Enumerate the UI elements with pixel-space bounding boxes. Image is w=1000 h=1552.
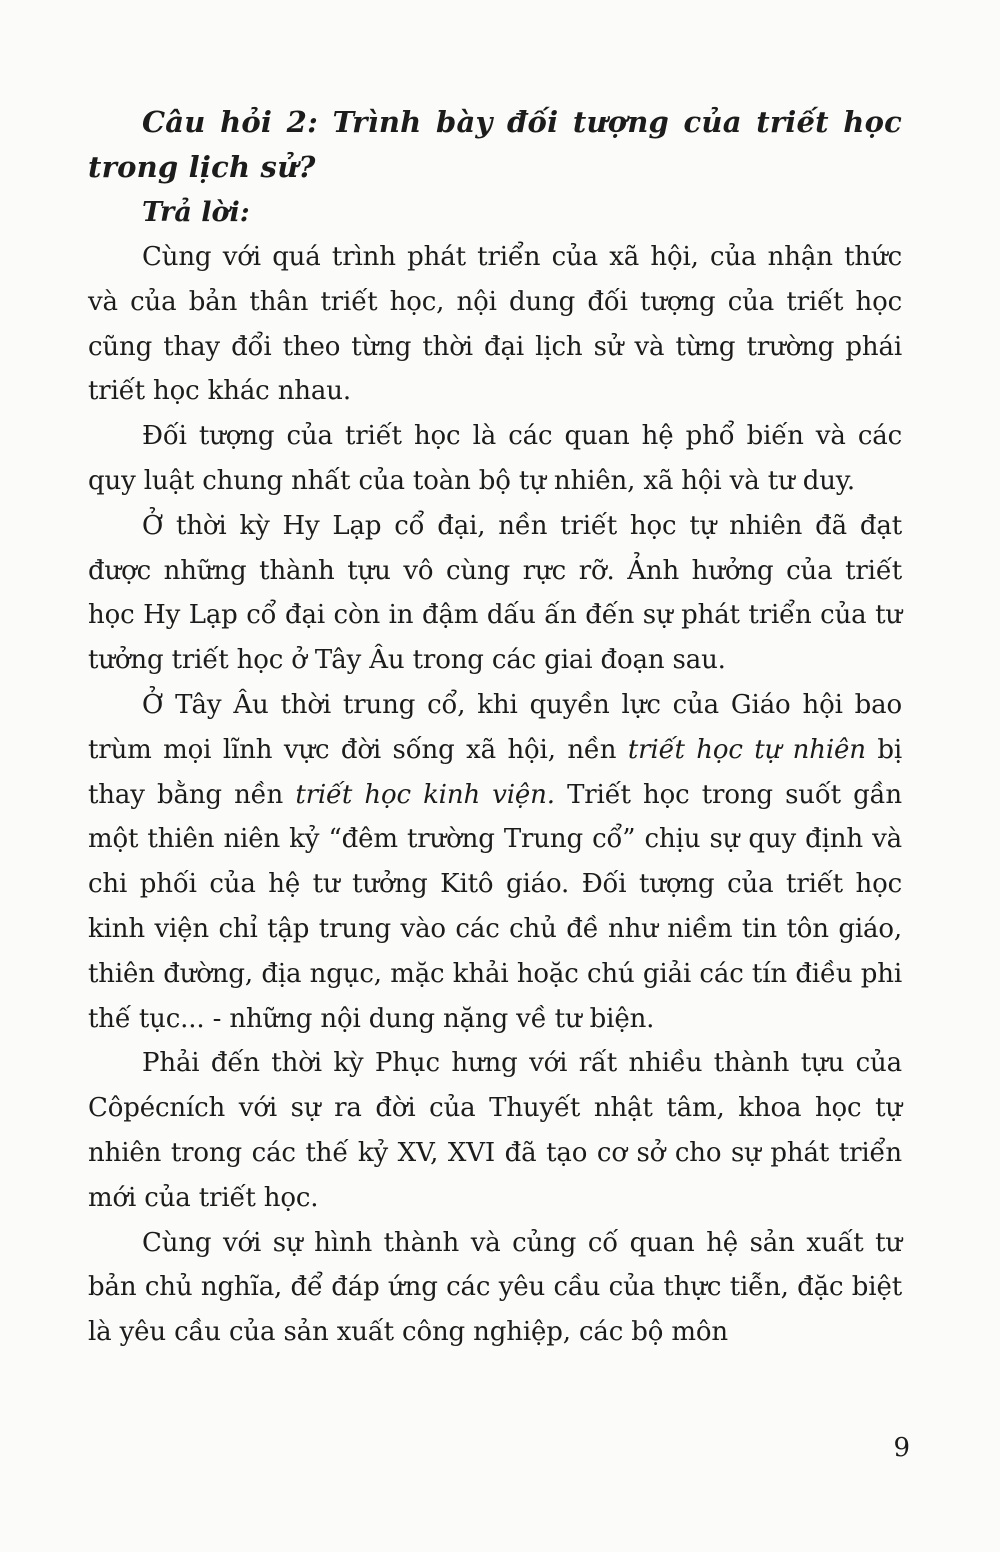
paragraph-4-emphasis-natural-philosophy: triết học tự nhiên: [627, 734, 866, 765]
paragraph-3: Ở thời kỳ Hy Lạp cổ đại, nền triết học tự nhiên đã đạt được những thành tựu vô cùng rực rỡ. Ảnh hưởng của triết học Hy Lạp cổ đại còn in đậm dấu ấn đến sự phát triển của tư tưởng triết học ở Tây Âu trong các giai đoạn sau.: [88, 510, 902, 676]
paragraph-4-text-b: bị thay bằng nền: [88, 734, 902, 810]
paragraph-6: Cùng với sự hình thành và củng cố quan hệ sản xuất tư bản chủ nghĩa, để đáp ứng các yêu cầu của thực tiễn, đặc biệt là yêu cầu của sản xuất công nghiệp, các bộ môn: [88, 1227, 902, 1348]
paragraph-1: Cùng với quá trình phát triển của xã hội, của nhận thức và của bản thân triết học, nội dung đối tượng của triết học cũng thay đổi theo từng thời đại lịch sử và từng trường phái triết học khác nhau.: [88, 242, 902, 407]
page-number: 9: [893, 1433, 910, 1463]
answer-label: Trả lời:: [142, 197, 250, 228]
paragraph-4-emphasis-scholastic-philosophy: triết học kinh viện.: [295, 779, 555, 810]
question-heading: Câu hỏi 2: Trình bày đối tượng của triết học trong lịch sử?: [88, 105, 902, 184]
paragraph-4: [88, 683, 902, 1041]
paragraph-4-text-a: Ở Tây Âu thời trung cổ, khi quyền lực của Giáo hội bao trùm mọi lĩnh vực đời sống xã hội, nền: [88, 689, 902, 765]
page-body: [88, 100, 902, 1355]
paragraph-4-text-c: Triết học trong suốt gần một thiên niên kỷ “đêm trường Trung cổ” chịu sự quy định và chi phối của hệ tư tưởng Kitô giáo. Đối tượng của triết học kinh viện chỉ tập trung vào các chủ đề như niềm tin tôn giáo, thiên đường, địa ngục, mặc khải hoặc chú giải các tín điều phi thế tục... - những nội dung nặng về tư biện.: [88, 779, 902, 1034]
paragraph-2: Đối tượng của triết học là các quan hệ phổ biến và các quy luật chung nhất của toàn bộ tự nhiên, xã hội và tư duy.: [88, 421, 902, 496]
paragraph-5: Phải đến thời kỳ Phục hưng với rất nhiều thành tựu của Côpécních với sự ra đời của Thuyết nhật tâm, khoa học tự nhiên trong các thế kỷ XV, XVI đã tạo cơ sở cho sự phát triển mới của triết học.: [88, 1048, 902, 1213]
